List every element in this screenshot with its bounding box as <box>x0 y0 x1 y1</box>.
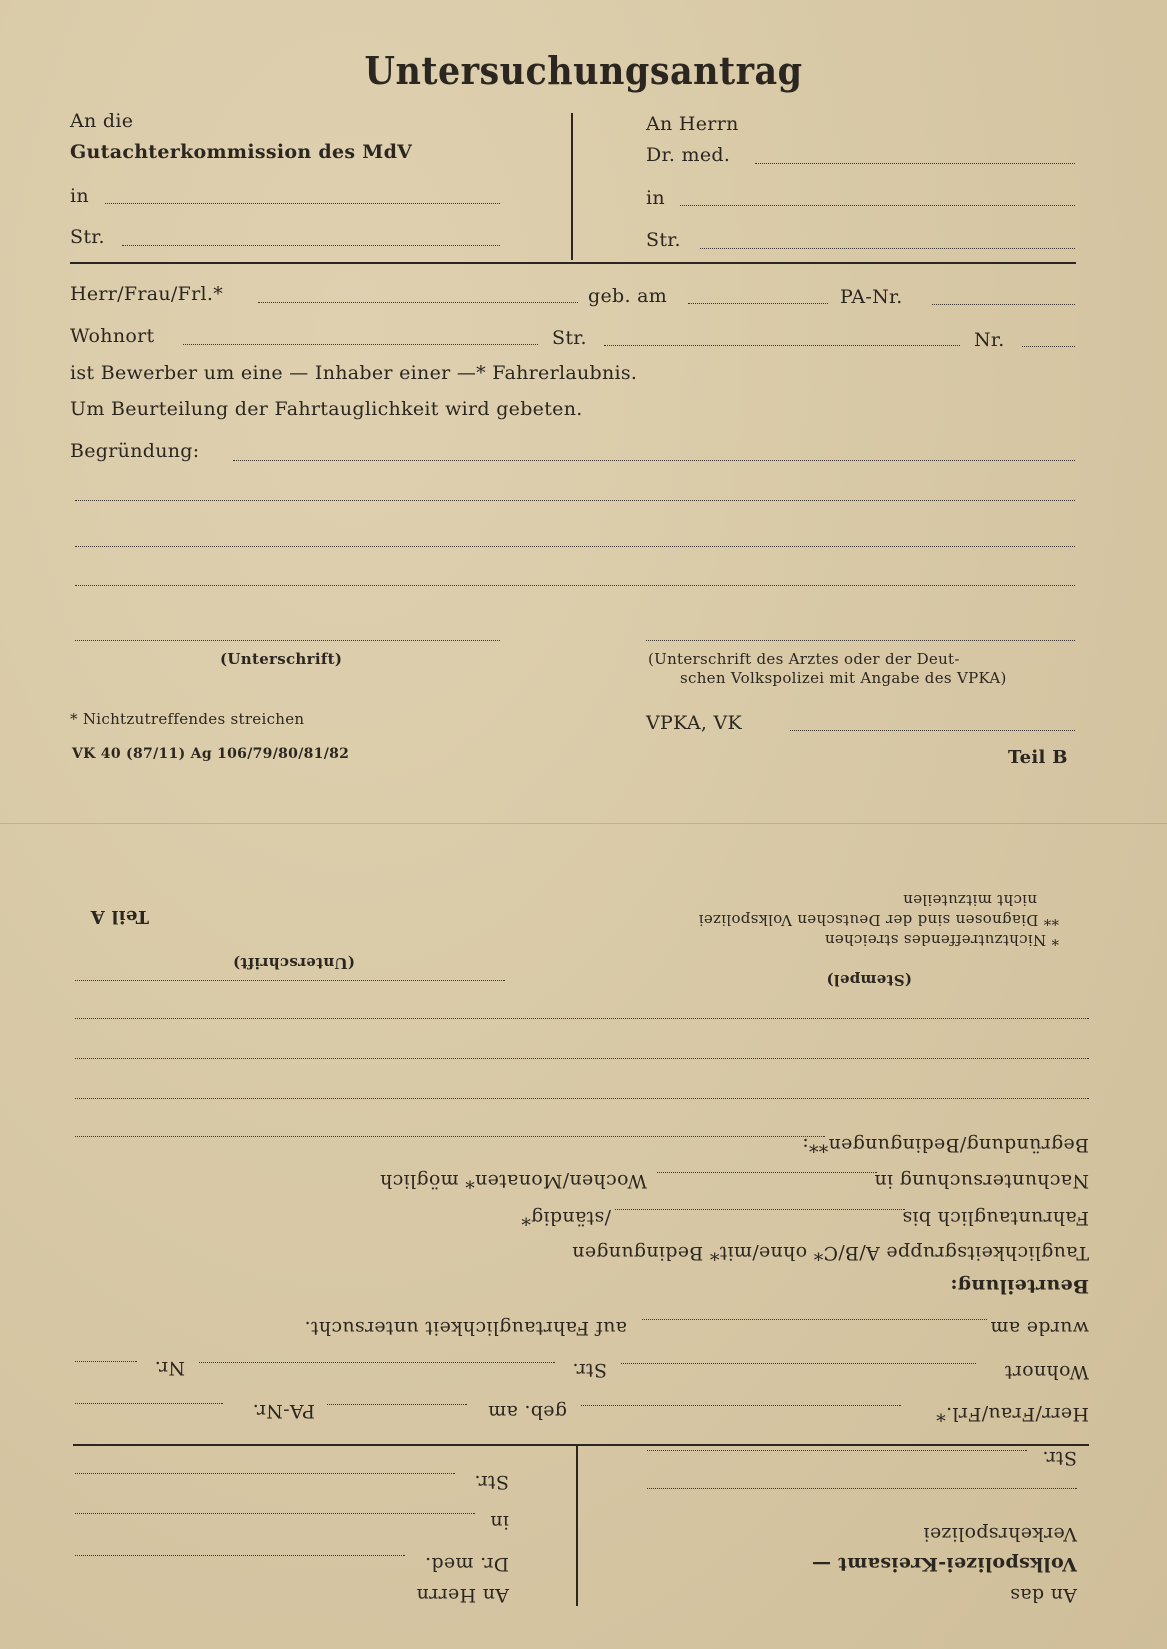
unfit-permanent-text: /ständig* <box>521 1207 611 1229</box>
part-a-person-name-field[interactable] <box>581 1405 901 1406</box>
addressee-right-line1: An Herrn <box>646 113 739 135</box>
part-a-doctor-name-field[interactable] <box>75 1555 405 1556</box>
person-name-field[interactable] <box>258 302 578 303</box>
part-a-signature-caption: (Unterschrift) <box>232 954 355 972</box>
part-a-label: Teil A <box>90 906 149 927</box>
born-label: geb. am <box>588 285 668 307</box>
part-a-section <box>0 824 1167 1649</box>
applicant-signature-field[interactable] <box>75 640 500 641</box>
part-a-residence-field[interactable] <box>621 1363 976 1364</box>
part-a-reason-line-3[interactable] <box>75 1058 1089 1059</box>
part-a-signature-field[interactable] <box>75 980 505 981</box>
examined-date-field[interactable] <box>642 1319 987 1320</box>
part-a-street-field[interactable] <box>199 1362 555 1363</box>
street-label: Str. <box>552 327 587 349</box>
reexam-field[interactable] <box>657 1172 877 1173</box>
addressee-left-in-label: in <box>70 185 89 207</box>
part-a-addressee-left-line3: Verkehrspolizei <box>923 1523 1077 1545</box>
part-b-label: Teil B <box>1008 747 1068 768</box>
part-a-born-label: geb. am <box>487 1401 567 1423</box>
part-a-reason-line-2[interactable] <box>75 1098 1089 1099</box>
part-a-born-field[interactable] <box>327 1404 467 1405</box>
addressee-left-street-field[interactable] <box>122 245 500 246</box>
address-divider <box>571 113 573 260</box>
stamp-caption: (Stempel) <box>826 971 912 989</box>
part-a-footnote-1: * Nichtzutreffendes streichen <box>824 931 1059 949</box>
part-a-reason-line-4[interactable] <box>75 1018 1089 1019</box>
form-code: VK 40 (87/11) Ag 106/79/80/81/82 <box>72 746 350 762</box>
section-rule <box>70 262 1076 264</box>
part-a-addressee-left-line1: An das <box>1009 1584 1077 1606</box>
part-a-addressee-right-line2: Dr. med. <box>424 1553 509 1575</box>
examined-text: auf Fahrtauglichkeit untersucht. <box>304 1317 627 1339</box>
part-a-residence-label: Wohnort <box>1004 1361 1089 1383</box>
reason-line-2[interactable] <box>75 500 1075 501</box>
addressee-right-street-field[interactable] <box>700 248 1075 249</box>
part-a-addressee-right-line1: An Herrn <box>416 1584 509 1606</box>
addressee-right-in-field[interactable] <box>680 205 1075 206</box>
pa-number-label: PA-Nr. <box>840 286 903 308</box>
examined-label: wurde am <box>990 1317 1089 1339</box>
authority-signature-caption-2: schen Volkspolizei mit Angabe des VPKA) <box>680 669 1007 687</box>
part-a-house-number-field[interactable] <box>75 1361 137 1362</box>
assessment-label: Beurteilung: <box>950 1275 1089 1297</box>
unfit-until-field[interactable] <box>615 1209 905 1210</box>
reason-label: Begründung: <box>70 440 200 462</box>
part-a-reason-label: Begründung/Bedingungen**: <box>802 1134 1089 1156</box>
doctor-name-field[interactable] <box>755 163 1075 164</box>
house-number-label: Nr. <box>974 329 1005 351</box>
reason-line-1[interactable] <box>233 460 1075 461</box>
part-a-section-rule <box>73 1444 1089 1446</box>
form-title: Untersuchungsantrag <box>364 48 803 93</box>
reason-line-4[interactable] <box>75 585 1075 586</box>
part-a-pa-number-label: PA-Nr. <box>252 1400 315 1422</box>
residence-field[interactable] <box>183 344 538 345</box>
fitness-group-text: Tauglichkeitsgruppe A/B/C* ohne/mit* Bedingungen <box>571 1242 1089 1264</box>
addressee-right-street-label: Str. <box>646 229 681 251</box>
part-a-address-divider <box>576 1446 578 1606</box>
part-a-reason-line-1[interactable] <box>75 1136 825 1137</box>
part-a-street-label: Str. <box>572 1359 607 1381</box>
vpka-field[interactable] <box>790 730 1075 731</box>
part-a-person-name-label: Herr/Frau/Frl.* <box>936 1403 1089 1425</box>
addressee-left-line1: An die <box>70 110 134 132</box>
footnote: * Nichtzutreffendes streichen <box>70 710 305 728</box>
part-a-house-number-label: Nr. <box>154 1357 185 1379</box>
part-a-addressee-left-field[interactable] <box>647 1488 1077 1489</box>
part-a-pa-number-field[interactable] <box>75 1403 223 1404</box>
part-a-addressee-left-street-field[interactable] <box>647 1450 1027 1451</box>
part-a-addressee-left-street-label: Str. <box>1042 1447 1077 1469</box>
addressee-right-line2: Dr. med. <box>646 144 731 166</box>
addressee-left-street-label: Str. <box>70 226 105 248</box>
house-number-field[interactable] <box>1022 346 1075 347</box>
residence-label: Wohnort <box>70 325 155 347</box>
vpka-label: VPKA, VK <box>646 712 743 734</box>
addressee-left-in-field[interactable] <box>105 203 500 204</box>
reason-line-3[interactable] <box>75 546 1075 547</box>
applicant-signature-caption: (Unterschrift) <box>220 650 343 668</box>
unfit-until-label: Fahruntauglich bis <box>902 1207 1089 1229</box>
request-text: Um Beurteilung der Fahrtauglichkeit wird gebeten. <box>70 398 583 420</box>
reexam-suffix: Wochen/Monaten* möglich <box>379 1170 647 1192</box>
addressee-left-line2: Gutachterkommission des MdV <box>70 141 413 163</box>
pa-number-field[interactable] <box>932 304 1075 305</box>
person-name-label: Herr/Frau/Frl.* <box>70 283 223 305</box>
part-a-footnote-3: nicht mitzuteilen <box>902 891 1037 909</box>
part-a-footnote-2: ** Diagnosen sind der Deutschen Volkspolizei <box>698 911 1059 929</box>
addressee-right-in-label: in <box>646 187 665 209</box>
applicant-status-text: ist Bewerber um eine — Inhaber einer —* Fahrerlaubnis. <box>70 362 638 384</box>
authority-signature-field[interactable] <box>646 640 1075 641</box>
reexam-label: Nachuntersuchung in <box>874 1170 1089 1192</box>
street-field[interactable] <box>604 345 960 346</box>
part-a-addressee-right-street-field[interactable] <box>75 1473 455 1474</box>
authority-signature-caption-1: (Unterschrift des Arztes oder der Deut- <box>648 650 960 668</box>
part-a-addressee-right-in-label: in <box>490 1511 509 1533</box>
part-a-addressee-left-line2: Volkspolizei-Kreisamt — <box>811 1553 1077 1575</box>
part-a-addressee-right-street-label: Str. <box>474 1471 509 1493</box>
born-field[interactable] <box>688 303 828 304</box>
part-a-addressee-right-in-field[interactable] <box>75 1513 475 1514</box>
